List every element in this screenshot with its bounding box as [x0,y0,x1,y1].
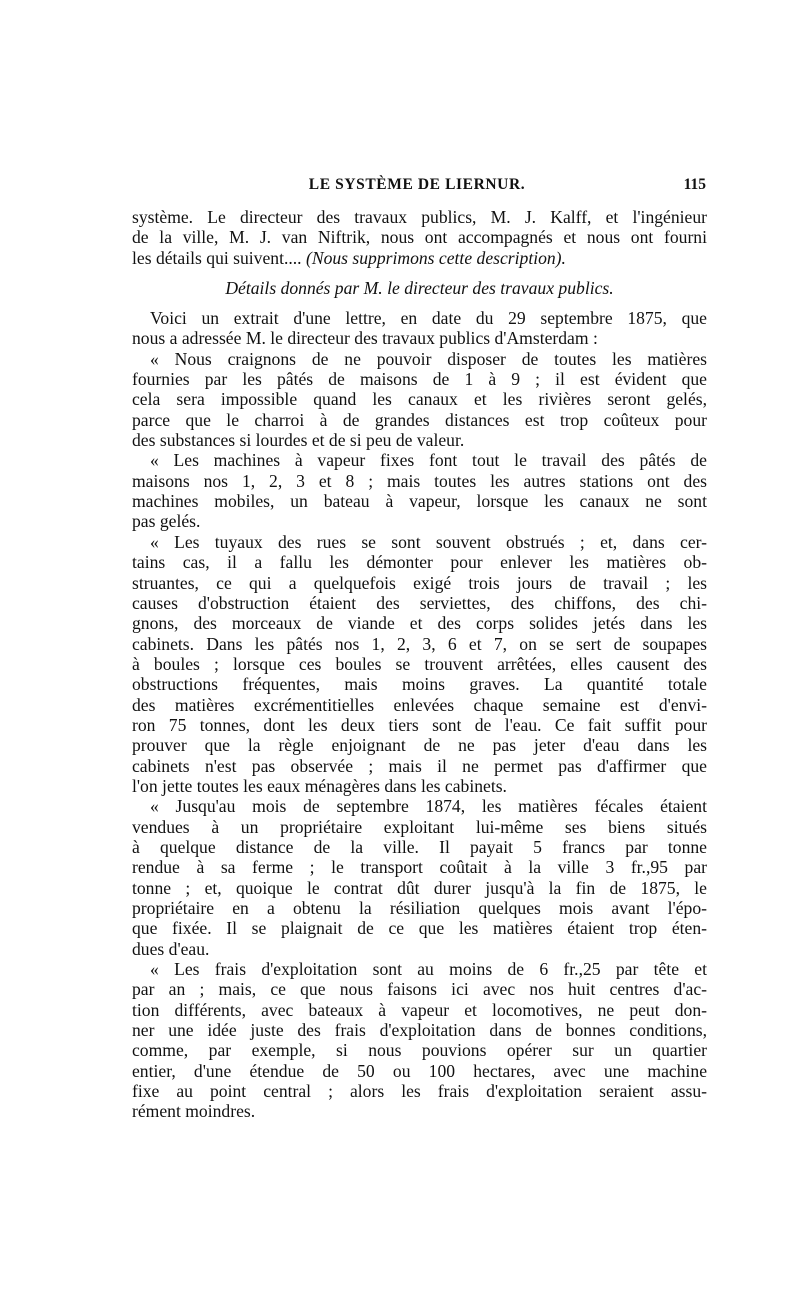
paragraph-line: que fixée. Il se plaignait de ce que les matières étaient trop éten- [132,918,707,939]
paragraph-line: causes d'obstruction étaient des serviettes, des chiffons, des chi- [132,592,707,613]
paragraph-line: tains cas, il a fallu les démonter pour enlever les matières ob- [132,552,707,573]
paragraph-line: l'on jette toutes les eaux ménagères dans les cabinets. [132,775,507,796]
paragraph-line: ner une idée juste des frais d'exploitation dans de bonnes conditions, [132,1020,707,1041]
body-text [132,207,707,1122]
intro-italic-note: (Nous supprimons cette description). [305,247,566,268]
intro-line [132,248,707,268]
paragraph-line: parce que le charroi à de grandes distances est trop coûteux pour [132,409,707,430]
paragraph-line: machines mobiles, un bateau à vapeur, lorsque les canaux ne sont [132,491,707,512]
intro-line: système. Le directeur des travaux publics, M. J. Kalff, et l'ingénieur [132,207,707,227]
paragraph-line: des matières excrémentitielles enlevées chaque semaine est d'envi- [132,694,707,715]
paragraph-line: nous a adressée M. le directeur des travaux publics d'Amsterdam : [132,328,598,349]
paragraph-line: par an ; mais, ce que nous faisons ici avec nos huit centres d'ac- [132,979,707,1000]
paragraph-line: « Jusqu'au mois de septembre 1874, les matières fécales étaient [150,796,707,817]
paragraph-line: struantes, ce qui a quelquefois exigé trois jours de travail ; les [132,572,707,593]
paragraph-line: cela sera impossible quand les canaux et les rivières seront gelés, [132,389,707,410]
section-heading: Détails donnés par M. le directeur des travaux publics. [225,278,614,299]
paragraph-line: prouver que la règle enjoignant de ne pas jeter d'eau dans les [132,735,707,756]
intro-line: de la ville, M. J. van Niftrik, nous ont accompagnés et nous ont fourni [132,227,707,248]
paragraph-line: des substances si lourdes et de si peu de valeur. [132,430,465,451]
paragraph-line: gnons, des morceaux de viande et des corps solides jetés dans les [132,613,707,634]
paragraph-line: maisons nos 1, 2, 3 et 8 ; mais toutes les autres stations ont des [132,470,707,491]
paragraph-line: cabinets. Dans les pâtés nos 1, 2, 3, 6 et 7, on se sert de soupapes [132,633,707,654]
paragraph-line: ron 75 tonnes, dont les deux tiers sont de l'eau. Ce fait suffit pour [132,714,707,735]
paragraph-line: vendues à un propriétaire exploitant lui-même ses biens situés [132,816,707,837]
paragraph-line: « Les machines à vapeur fixes font tout le travail des pâtés de [150,450,707,471]
paragraph-line: comme, par exemple, si nous pouvions opérer sur un quartier [132,1040,707,1061]
paragraph-line: « Nous craignons de ne pouvoir disposer de toutes les matières [150,348,707,369]
paragraph-line: propriétaire en a obtenu la résiliation quelques mois avant l'épo- [132,898,707,918]
paragraph-line: entier, d'une étendue de 50 ou 100 hectares, avec une machine [132,1060,707,1081]
paragraph-line: rément moindres. [132,1101,256,1122]
page-header [128,176,706,200]
paragraph-line: dues d'eau. [132,938,210,959]
running-title: LE SYSTÈME DE LIERNUR. [308,176,526,193]
paragraph-line: tonne ; et, quoique le contrat dût durer jusqu'à la fin de 1875, le [132,877,707,898]
paragraph-line: cabinets n'est pas observée ; mais il ne permet pas d'affirmer que [132,755,707,776]
paragraph-line: fournies par les pâtés de maisons de 1 à 9 ; il est évident que [132,369,707,390]
paragraph-line: fixe au point central ; alors les frais d'exploitation seraient assu- [132,1081,707,1102]
paragraph-line: à quelque distance de la ville. Il payait 5 francs par tonne [132,836,707,857]
intro-text: les détails qui suivent.... [132,247,306,268]
paragraph-line: « Les tuyaux des rues se sont souvent obstrués ; et, dans cer- [150,531,707,552]
paragraph-line: rendue à sa ferme ; le transport coûtait à la ville 3 fr.,95 par [132,857,707,878]
paragraph-line: à boules ; lorsque ces boules se trouvent arrêtées, elles causent des [132,653,707,674]
paragraph-line: « Les frais d'exploitation sont au moins de 6 fr.,25 par tête et [150,959,707,980]
paragraph-line: pas gelés. [132,511,201,532]
paragraph-line: obstructions fréquentes, mais moins graves. La quantité totale [132,674,707,695]
paragraph-line: tion différents, avec bateaux à vapeur et locomotives, ne peut don- [132,999,707,1020]
paragraph-line: Voici un extrait d'une lettre, en date du 29 septembre 1875, que [150,308,707,329]
page-number: 115 [683,176,706,193]
